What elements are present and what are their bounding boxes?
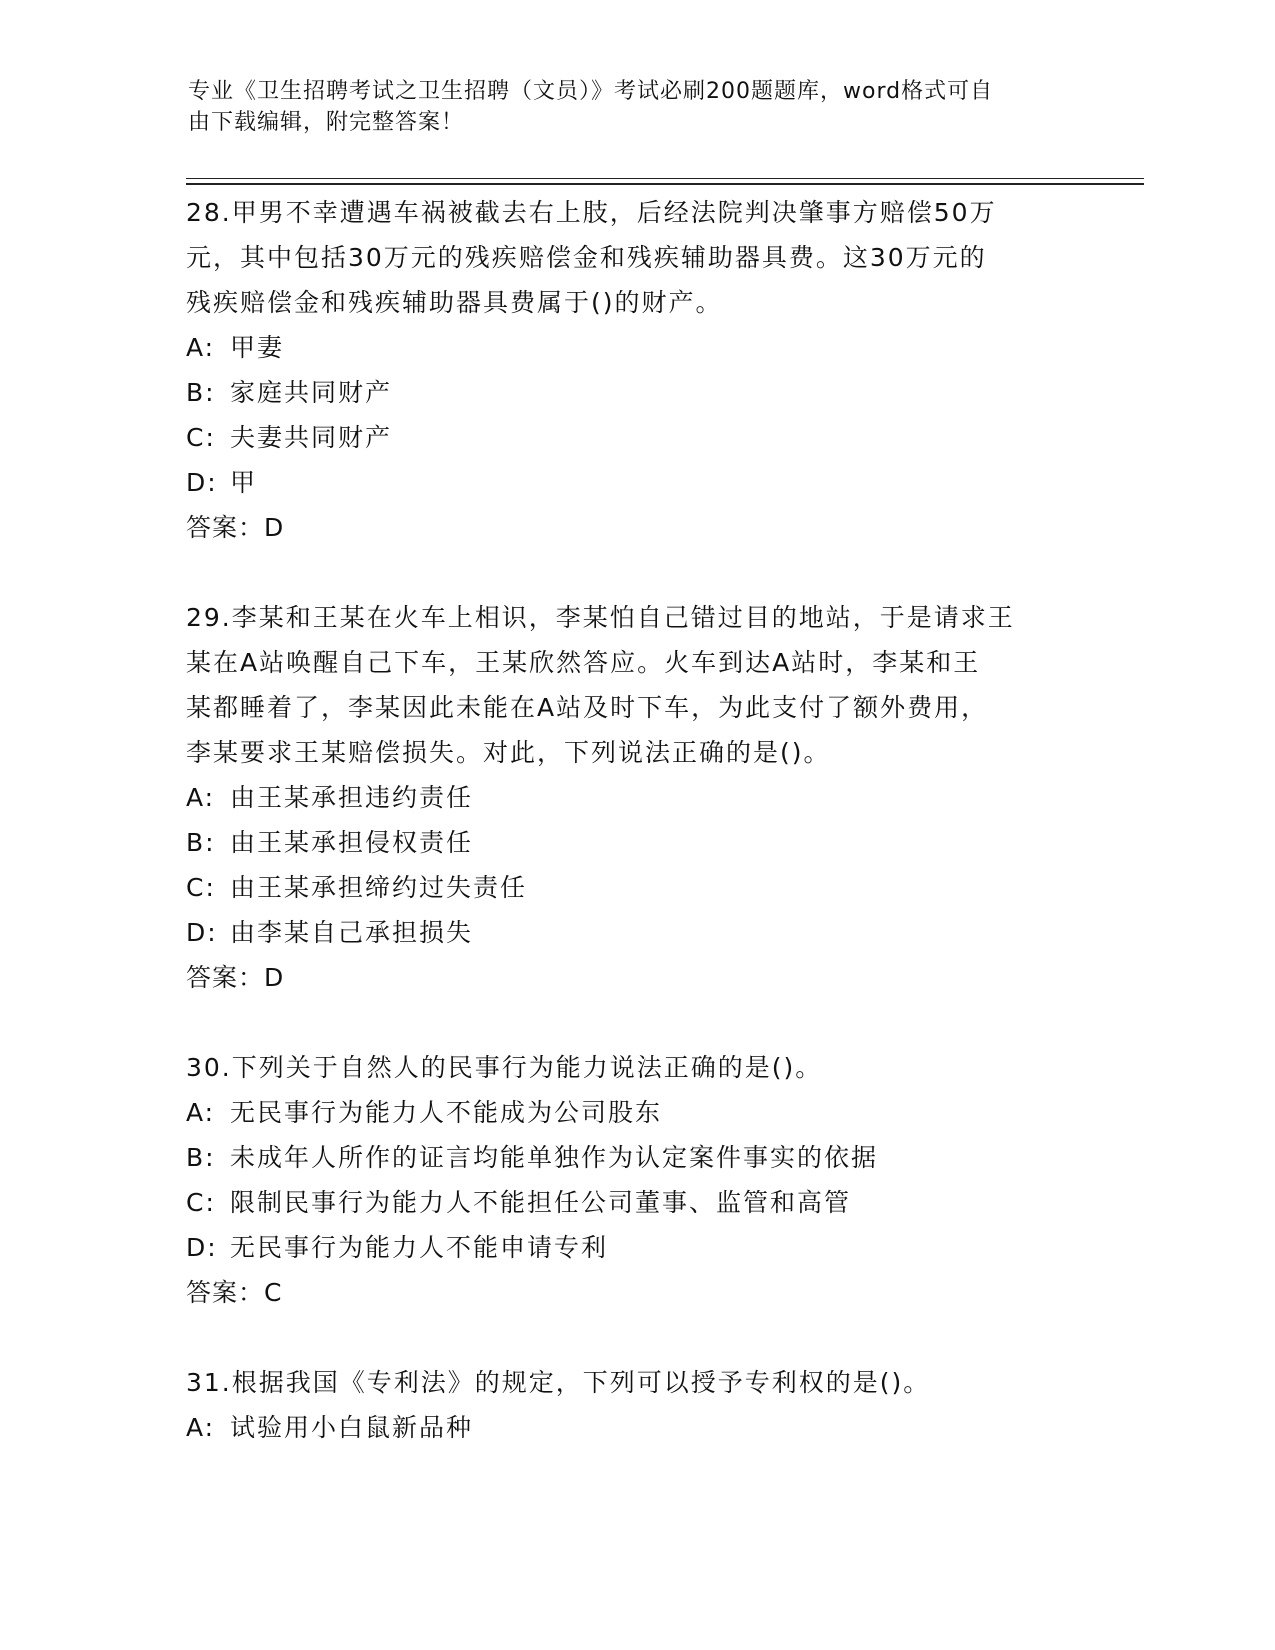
question-stem-line: 元，其中包括30万元的残疾赔偿金和残疾辅助器具费。这30万元的: [186, 243, 987, 272]
option-a: [186, 325, 1086, 370]
option-text: 限制民事行为能力人不能担任公司董事、监管和高管: [230, 1188, 852, 1217]
header-line-2: 由下载编辑，附完整答案！: [188, 110, 465, 135]
question-list: [186, 190, 1086, 1495]
option-letter: C:: [186, 873, 216, 902]
option-a: [186, 1405, 1086, 1450]
option-a: [186, 775, 1086, 820]
question-stem-line: 29.李某和王某在火车上相识，李某怕自己错过目的地站，于是请求王: [186, 603, 1015, 632]
option-letter: A:: [186, 333, 216, 362]
option-letter: B:: [186, 828, 216, 857]
option-c: [186, 1180, 1086, 1225]
option-text: 由王某承担缔约过失责任: [230, 873, 528, 902]
option-letter: C:: [186, 1188, 216, 1217]
question-28: [186, 190, 1086, 550]
option-b: [186, 370, 1086, 415]
option-text: 无民事行为能力人不能申请专利: [230, 1233, 609, 1262]
option-d: [186, 1225, 1086, 1270]
question-29: [186, 595, 1086, 1000]
answer-line: 答案：D: [186, 513, 285, 542]
question-31: [186, 1360, 1086, 1450]
option-b: [186, 1135, 1086, 1180]
answer-line: 答案：D: [186, 963, 285, 992]
option-letter: B:: [186, 378, 216, 407]
option-text: 试验用小白鼠新品种: [230, 1413, 474, 1442]
option-letter: C:: [186, 423, 216, 452]
option-letter: D:: [186, 1233, 218, 1262]
option-text: 由王某承担违约责任: [230, 783, 474, 812]
option-text: 家庭共同财产: [230, 378, 393, 407]
option-letter: A:: [186, 783, 216, 812]
option-a: [186, 1090, 1086, 1135]
header-line-1: 专业《卫生招聘考试之卫生招聘（文员）》考试必刷200题题库，word格式可自: [188, 79, 994, 104]
option-letter: D:: [186, 468, 218, 497]
question-stem-line: 残疾赔偿金和残疾辅助器具费属于()的财产。: [186, 288, 723, 317]
question-stem-line: 李某要求王某赔偿损失。对此，下列说法正确的是()。: [186, 738, 831, 767]
header-divider-thick: [186, 183, 1144, 185]
option-d: [186, 460, 1086, 505]
option-text: 由李某自己承担损失: [230, 918, 474, 947]
option-d: [186, 910, 1086, 955]
option-text: 由王某承担侵权责任: [230, 828, 474, 857]
question-stem-line: 某在A站唤醒自己下车，王某欣然答应。火车到达A站时，李某和王: [186, 648, 981, 677]
option-text: 甲妻: [230, 333, 285, 362]
question-stem-line: 某都睡着了，李某因此未能在A站及时下车，为此支付了额外费用，: [186, 693, 989, 722]
document-header: [188, 76, 1068, 138]
option-b: [186, 820, 1086, 865]
option-letter: A:: [186, 1413, 216, 1442]
option-text: 夫妻共同财产: [230, 423, 393, 452]
answer-line: 答案：C: [186, 1278, 283, 1307]
option-letter: A:: [186, 1098, 216, 1127]
question-30: [186, 1045, 1086, 1315]
option-text: 甲: [230, 468, 258, 497]
question-stem-line: 31.根据我国《专利法》的规定，下列可以授予专利权的是()。: [186, 1368, 931, 1397]
option-text: 未成年人所作的证言均能单独作为认定案件事实的依据: [230, 1143, 879, 1172]
question-stem-line: 30.下列关于自然人的民事行为能力说法正确的是()。: [186, 1053, 823, 1082]
header-divider-thin: [186, 178, 1144, 179]
question-stem-line: 28.甲男不幸遭遇车祸被截去右上肢，后经法院判决肇事方赔偿50万: [186, 198, 997, 227]
option-text: 无民事行为能力人不能成为公司股东: [230, 1098, 663, 1127]
option-c: [186, 415, 1086, 460]
option-c: [186, 865, 1086, 910]
option-letter: D:: [186, 918, 218, 947]
option-letter: B:: [186, 1143, 216, 1172]
